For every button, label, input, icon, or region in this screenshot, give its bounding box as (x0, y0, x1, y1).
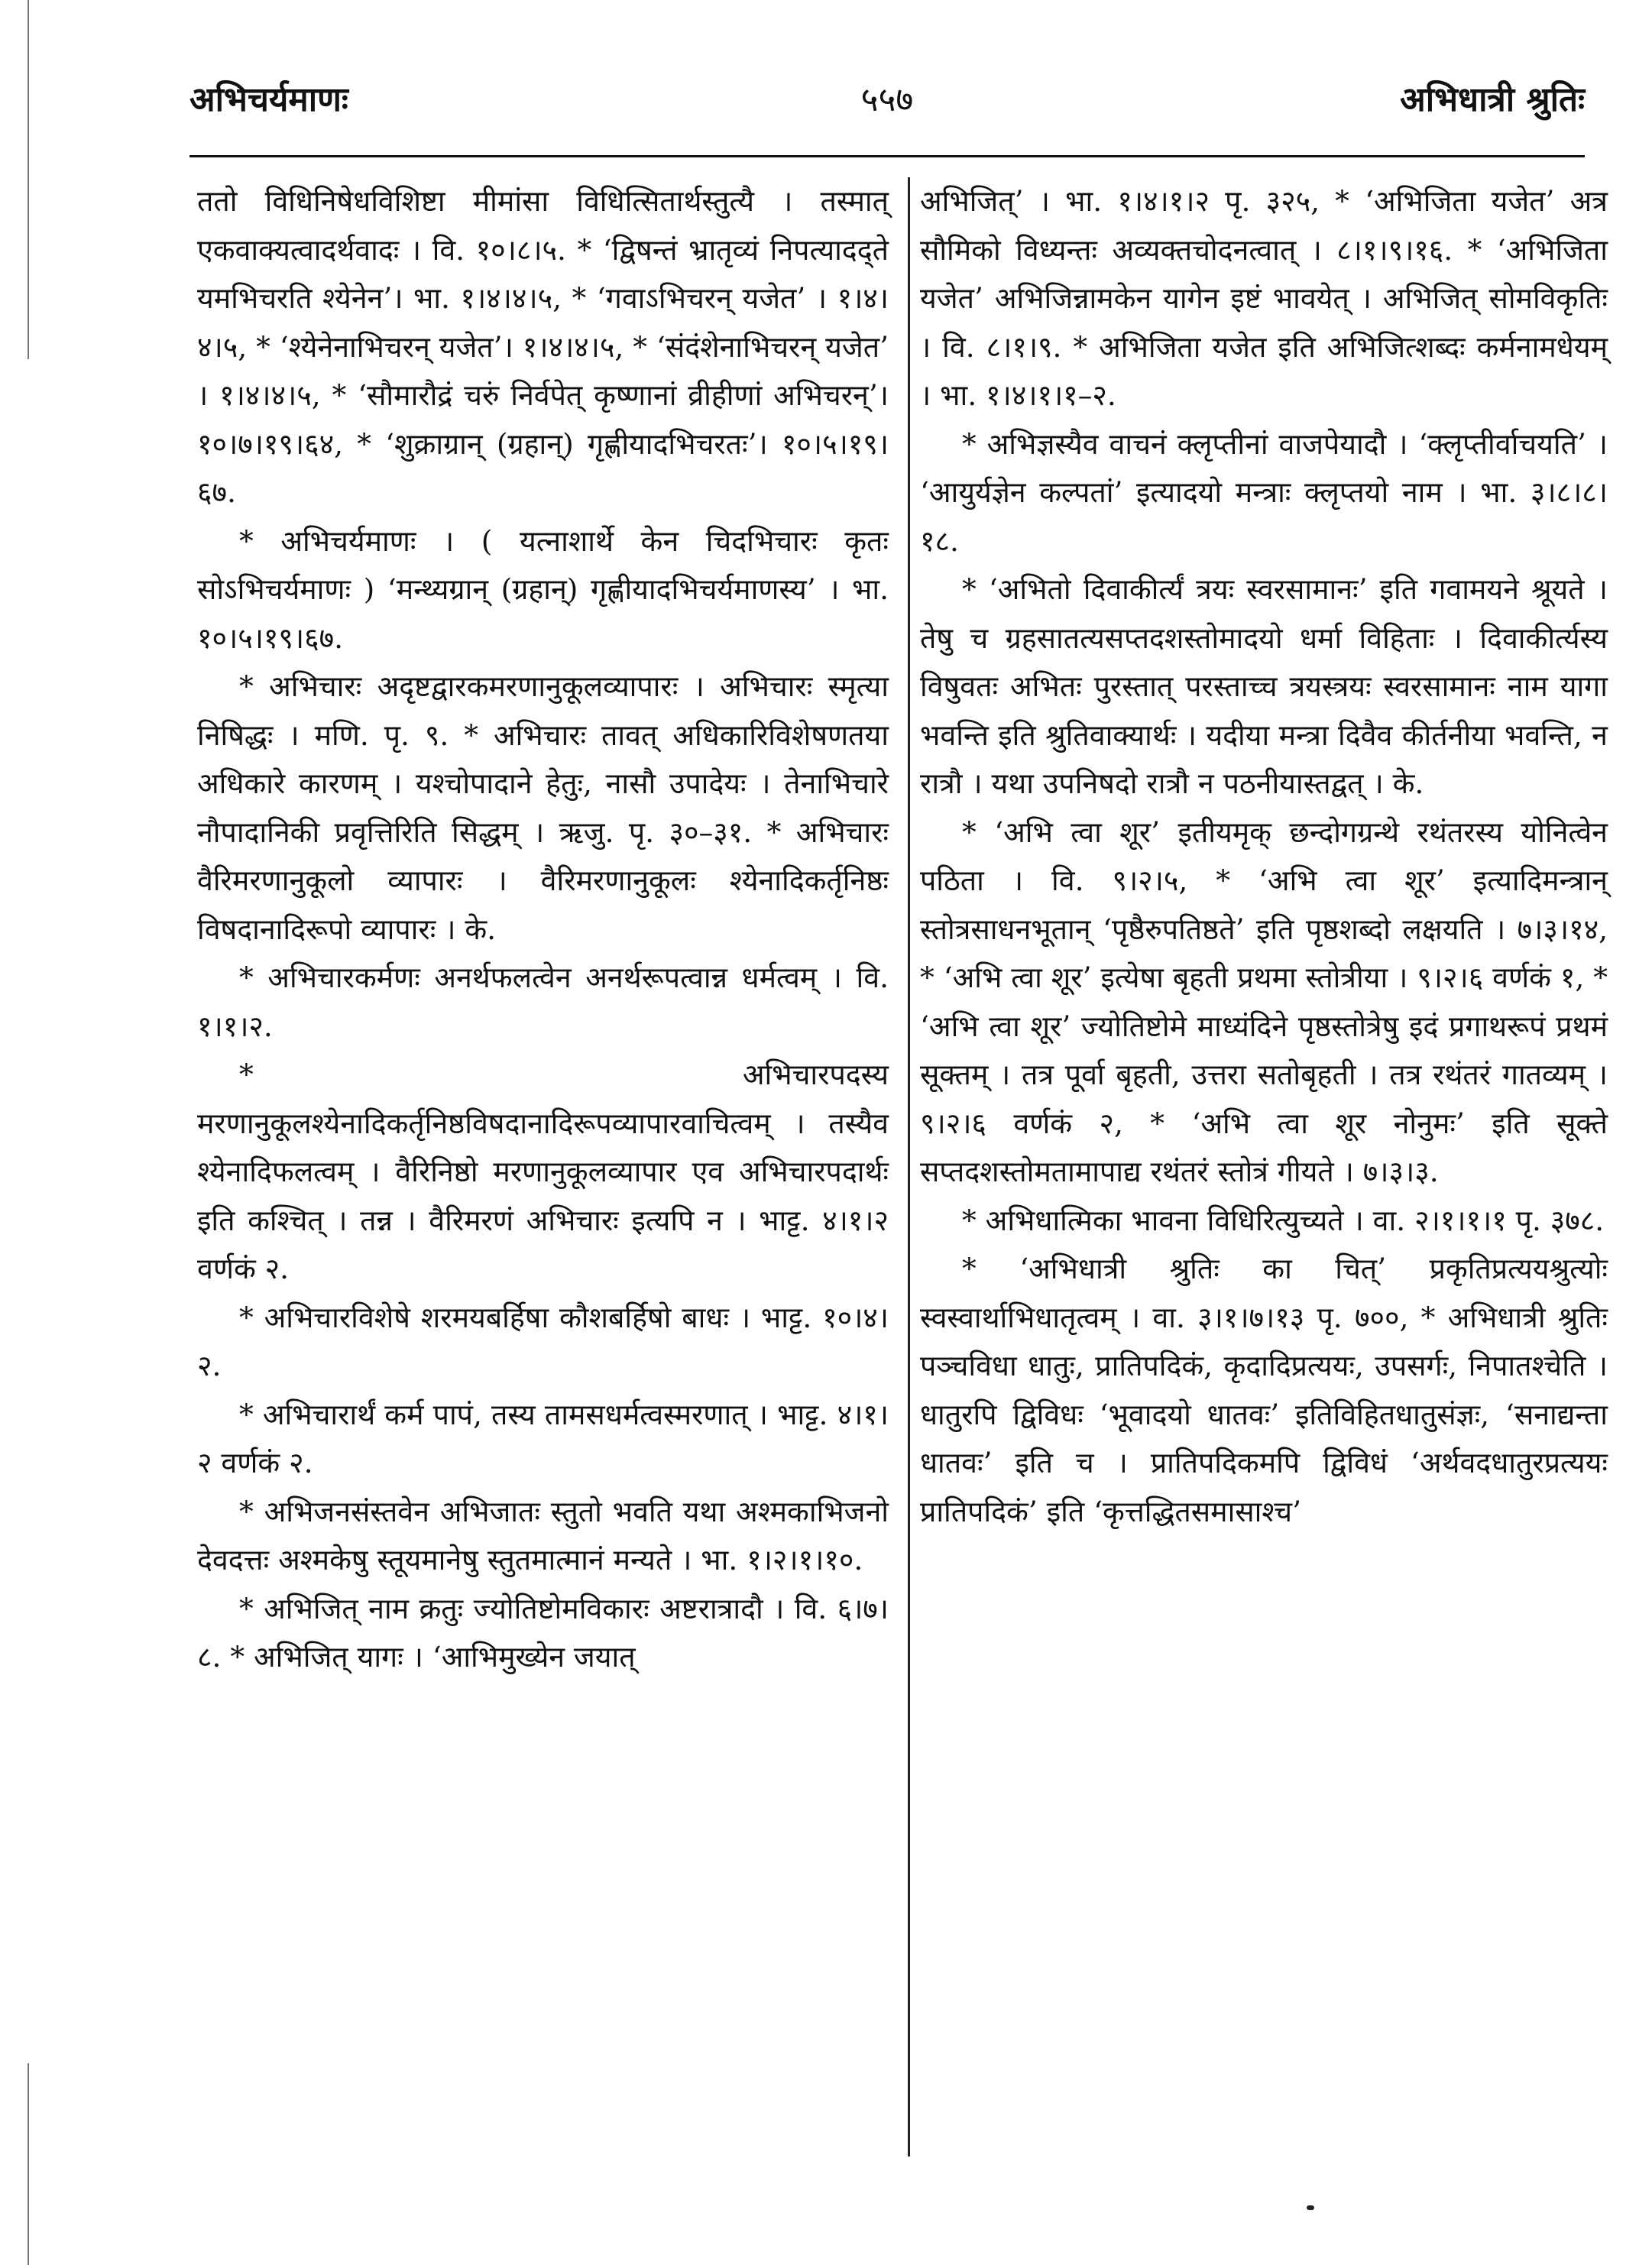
left-entry-2: * अभिचारः अदृष्टद्वारकमरणानुकूलव्यापारः । अभिचारः स्मृत्या निषिद्धः । मणि. पृ. ९. * अभिचारः तावत् अधिकारिविशेषणतया अधिकारे कारणम् । यश्चोपादाने हेतुः, नासौ उपादेयः । तेनाभिचारे नौपादानिकी प्रवृत्तिरिति सिद्धम् । ऋजु. पृ. ३०–३१. * अभिचारः वैरिमरणानुकूलो व्यापारः । वैरिमरणानुकूलः श्येनादिकर्तृनिष्ठः विषदानादिरूपो व्यापारः । के. (197, 669, 889, 946)
page-header (189, 75, 1585, 136)
right-entry-4: * अभिधात्मिका भावना विधिरित्युच्यते । वा. २।१।१।१ पृ. ३७८. (962, 1203, 1605, 1237)
left-column (197, 177, 889, 1682)
header-right-headword: अभिधात्री श्रुतिः (1400, 80, 1585, 119)
right-entry-0: अभिजित्’ । भा. १।४।१।२ पृ. ३२५, * ‘अभिजिता यजेत’ अत्र सौमिको विध्यन्तः अव्यक्तचोदनत्वात् । ८।१।९।१६. * ‘अभिजिता यजेत’ अभिजिन्नामकेन यागेन इष्टं भावयेत् । अभिजित् सोमविकृतिः । वि. ८।१।९. * अभिजिता यजेत इति अभिजित्शब्दः कर्मनामधेयम् । भा. १।४।१।१–२. (920, 184, 1608, 412)
left-entry-0: ततो विधिनिषेधविशिष्टा मीमांसा विधित्सितार्थस्तुत्यै । तस्मात् एकवाक्यत्वादर्थवादः । वि. १०।८।५. * ‘द्विषन्तं भ्रातृव्यं निपत्यादद्ते यमभिचरति श्येनेन’। भा. १।४।४।५, * ‘गवाऽभिचरन् यजेत’ । १।४। ४।५, * ‘श्येनेनाभिचरन् यजेत’। १।४।४।५, * ‘संदंशेनाभिचरन् यजेत’ । १।४।४।५, * ‘सौमारौद्रं चरुं निर्वपेत् कृष्णानां व्रीहीणां अभिचरन्’। १०।७।१९।६४, * ‘शुक्राग्रान् (ग्रहान्) गृह्णीयादभिचरतः’। १०।५।१९।६७. (197, 184, 889, 509)
right-entry-3: * ‘अभि त्वा शूर’ इतीयमृक् छन्दोगग्रन्थे रथंतरस्य योनित्वेन पठिता । वि. ९।२।५, * ‘अभि त्वा शूर’ इत्यादिमन्त्रान् स्तोत्रसाधनभूतान् ‘पृष्ठैरुपतिष्ठते’ इति पृष्ठशब्दो लक्षयति । ७।३।१४, * ‘अभि त्वा शूर’ इत्येषा बृहती प्रथमा स्तोत्रीया । ९।२।६ वर्णकं १, * ‘अभि त्वा शूर’ ज्योतिष्टोमे माध्यंदिने पृष्ठस्तोत्रेषु इदं प्रगाथरूपं प्रथमं सूक्तम् । तत्र पूर्वा बृहती, उत्तरा सतोबृहती । तत्र रथंतरं गातव्यम् । ९।२।६ वर्णकं २, * ‘अभि त्वा शूर नोनुमः’ इति सूक्ते सप्तदशस्तोमतामापाद्य रथंतरं स्तोत्रं गीयते । ७।३।३. (920, 815, 1608, 1188)
ink-speck (1307, 2205, 1314, 2210)
left-entry-7: * अभिजनसंस्तवेन अभिजातः स्तुतो भवति यथा अश्मकाभिजनो देवदत्तः अश्मकेषु स्तूयमानेषु स्तुतमात्मानं मन्यते । भा. १।२।१।१०. (197, 1494, 889, 1576)
left-entry-4: * अभिचारपदस्य मरणानुकूलश्येनादिकर्तृनिष्ठविषदानादिरूपव्यापारवाचित्वम् । तस्यैव श्येनादिफलत्वम् । वैरिनिष्ठो मरणानुकूलव्यापार एव अभिचारपदार्थः इति कश्चित् । तन्न । वैरिमरणं अभिचारः इत्यपि न । भाट्ट. ४।१।२ वर्णकं २. (197, 1058, 889, 1285)
left-entry-3: * अभिचारकर्मणः अनर्थफलत्वेन अनर्थरूपत्वान्न धर्मत्वम् । वि. १।१।२. (197, 961, 889, 1043)
left-entry-8: * अभिजित् नाम क्रतुः ज्योतिष्टोमविकारः अष्टरात्रादौ । वि. ६।७।८. * अभिजित् यागः । ‘आभिमुख्येन जयात् (197, 1591, 889, 1674)
right-entry-5: * ‘अभिधात्री श्रुतिः का चित्’ प्रकृतिप्रत्ययश्रुत्योः स्वस्वार्थाभिधातृत्वम् । वा. ३।१।७।१३ पृ. ७००, * अभिधात्री श्रुतिः पञ्चविधा धातुः, प्रातिपदिकं, कृदादिप्रत्ययः, उपसर्गः, निपातश्चेति । धातुरपि द्विविधः ‘भूवादयो धातवः’ इतिविहितधातुसंज्ञः, ‘सनाद्यन्ता धातवः’ इति च । प्रातिपदिकमपि द्विविधं ‘अर्थवदधातुरप्रत्ययः प्रातिपदिकं’ इति ‘कृत्तद्धितसमासाश्च’ (920, 1252, 1608, 1528)
right-column (920, 177, 1608, 1536)
left-entry-5: * अभिचारविशेषे शरमयबर्हिषा कौशबर्हिषो बाधः । भाट्ट. १०।४।२. (197, 1300, 889, 1382)
header-rule (189, 155, 1585, 157)
left-entry-1: * अभिचर्यमाणः । ( यत्नाशार्थे केन चिदभिचारः कृतः सोऽभिचर्यमाणः ) ‘मन्थ्यग्रान् (ग्रहान्) गृह्णीयादभिचर्यमाणस्य’ । भा. १०।५।१९।६७. (197, 523, 889, 655)
right-entry-1: * अभिज्ञस्यैव वाचनं क्लृप्तीनां वाजपेयादौ । ‘क्लृप्तीर्वाचयति’ । ‘आयुर्यज्ञेन कल्पतां’ इत्यादयो मन्त्राः क्लृप्तयो नाम । भा. ३।८।८।१८. (920, 426, 1608, 558)
left-entry-6: * अभिचारार्थं कर्म पापं, तस्य तामसधर्मत्वस्मरणात् । भाट्ट. ४।१।२ वर्णकं २. (197, 1397, 889, 1479)
page-number: ५५७ (860, 80, 914, 119)
column-divider (908, 177, 910, 2156)
scan-edge-bottom (28, 2063, 29, 2265)
right-entry-2: * ‘अभितो दिवाकीर्त्यं त्रयः स्वरसामानः’ इति गवामयने श्रूयते । तेषु च ग्रहसातत्यसप्तदशस्तोमादयो धर्मा विहिताः । दिवाकीर्त्यस्य विषुवतः अभितः पुरस्तात् परस्ताच्च त्रयस्त्रयः स्वरसामानः नाम यागा भवन्ति इति श्रुतिवाक्यार्थः । यदीया मन्त्रा दिवैव कीर्तनीया भवन्ति, न रात्रौ । यथा उपनिषदो रात्रौ न पठनीयास्तद्वत् । के. (920, 572, 1608, 800)
scan-edge-top (28, 0, 29, 359)
header-left-headword: अभिचर्यमाणः (189, 80, 348, 119)
